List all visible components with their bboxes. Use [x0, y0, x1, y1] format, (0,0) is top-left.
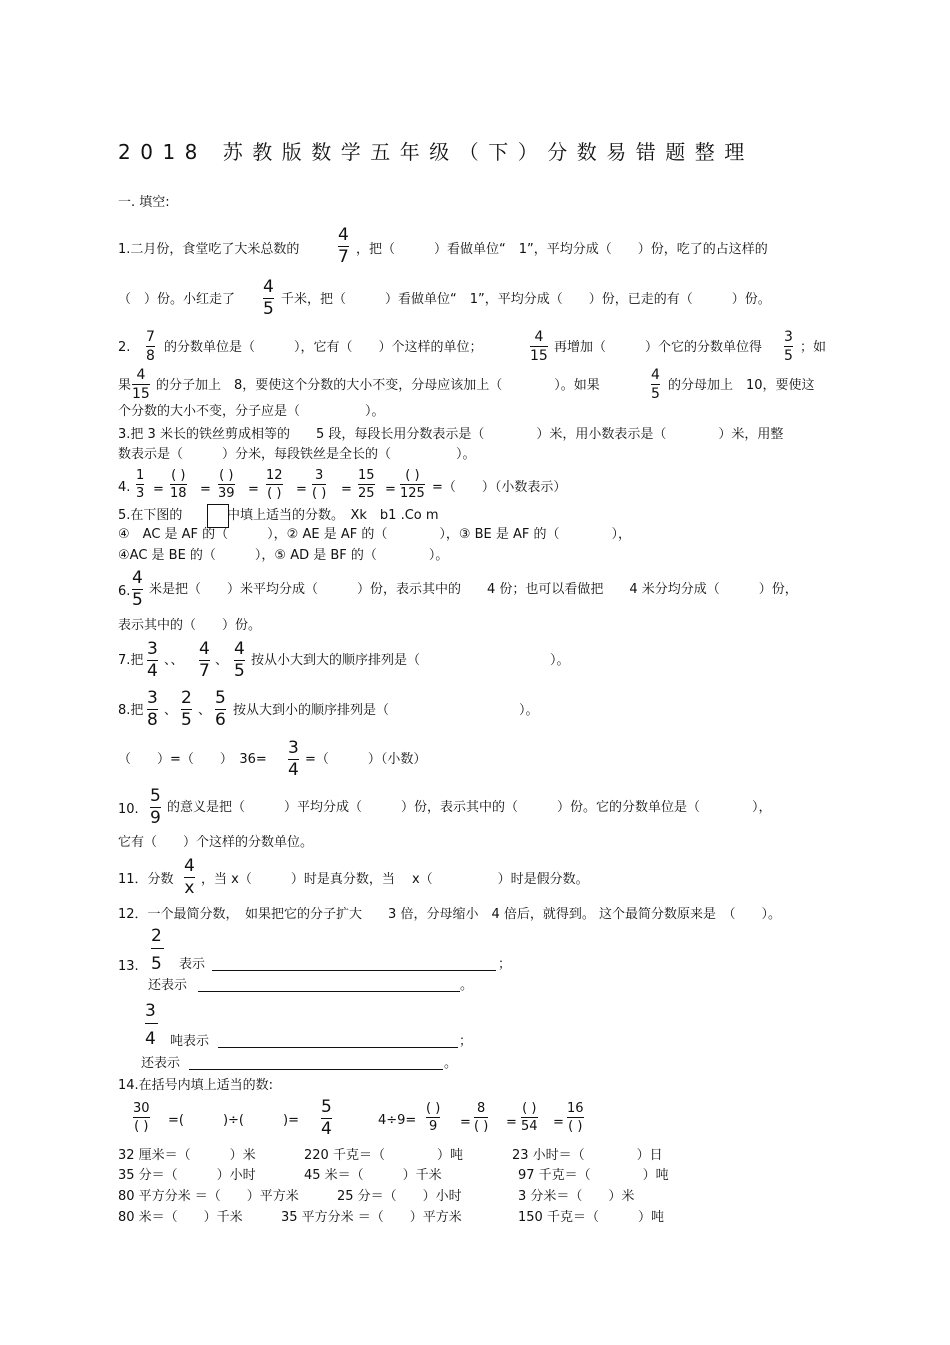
q2-text-g: 的分子加上 8，要使这个分数的大小不变，分母应该加上（ ）。如果	[156, 378, 600, 393]
q2-fraction-1: 7 8	[146, 329, 155, 364]
conversion-item: 80 平方分米 ＝（ ）平方米	[118, 1189, 299, 1204]
q14-heading: 14.在括号内填上适当的数:	[118, 1078, 274, 1093]
q4-equals-5: =	[341, 482, 352, 497]
answer-line	[212, 970, 496, 971]
q5-text-c: ④ AC 是 AF 的（ ），② AE 是 AF 的（ ），③ BE 是 AF 的（ ），	[118, 527, 632, 542]
q1-text-a: 1.二月份，食堂吃了大米总数的	[118, 242, 300, 257]
q14-fraction-4: 8 ( )	[474, 1101, 489, 1134]
q8-fraction-1: 3 8	[147, 688, 158, 730]
q14-text-c: 4÷9=	[378, 1113, 417, 1128]
q9-text-b: =（ ）（小数）	[305, 752, 427, 767]
q4-fraction-1: 1 3	[136, 468, 145, 501]
q13-end-b: ；	[498, 957, 512, 972]
section-heading: 一. 填空:	[118, 195, 170, 210]
q2-fraction-2: 4 15	[530, 329, 548, 364]
q14-fraction-1: 30 ( )	[133, 1101, 150, 1134]
q10-number: 10.	[118, 802, 139, 817]
q9-fraction-1: 3 4	[288, 738, 299, 780]
q13-end-c: 。	[460, 978, 474, 993]
q13-end-e: 。	[444, 1056, 458, 1071]
q14-fraction-6: 16 ( )	[567, 1101, 584, 1134]
q2-text-c: 再增加（ ）个它的分数单位得	[554, 340, 763, 355]
q7-fraction-2: 4 7	[199, 639, 210, 681]
conversion-item: 150 千克＝（ ）吨	[518, 1210, 664, 1225]
q1-text-d: 千米，把（ ）看做单位“ 1”，平均分成（ ）份，已走的有（ ）份。	[281, 292, 771, 307]
conversion-item: 3 分米＝（ ）米	[518, 1189, 635, 1204]
q5-text-a: 5.在下图的	[118, 508, 183, 523]
q7-fraction-3: 4 5	[234, 639, 245, 681]
q4-equals-4: =	[296, 482, 307, 497]
q1-fraction-1: 4 7	[338, 225, 349, 267]
q4-fraction-5: 3 ( )	[312, 468, 327, 501]
q4-fraction-3: ( ) 39	[218, 468, 235, 501]
q4-fraction-7: ( ) 125	[400, 468, 425, 501]
q8-number: 8.把	[118, 703, 144, 718]
q13-end-d: ；	[459, 1034, 473, 1049]
answer-line	[189, 1069, 443, 1070]
q8-text-b: 按从大到小的顺序排列是（ ）。	[233, 703, 539, 718]
q13-fraction-1: 2 5	[151, 926, 162, 974]
conversion-item: 32 厘米＝（ ）米	[118, 1148, 256, 1163]
q4-number: 4.	[118, 480, 131, 495]
q7-number: 7.把	[118, 653, 144, 668]
q1-text-c: （ ）份。小红走了	[118, 292, 236, 307]
conversion-item: 80 米＝（ ）千米	[118, 1210, 243, 1225]
q14-text-b: =( )÷( )=	[168, 1113, 299, 1128]
q4-equals-6: =	[385, 482, 396, 497]
q7-fraction-1: 3 4	[147, 639, 158, 681]
q14-fraction-5: ( ) 54	[521, 1101, 538, 1134]
q8-sep-2: 、	[198, 703, 212, 718]
q4-text-b: =（ ）（小数表示）	[432, 480, 567, 495]
conversion-item: 97 千克＝（ ）吨	[518, 1168, 669, 1183]
q3-text-a: 3.把 3 米长的铁丝剪成相等的 5 段，每段长用分数表示是（ ）米，用小数表示是（ ）米，用整	[118, 427, 784, 442]
q8-sep-1: 、	[164, 703, 178, 718]
q14-equals-1: =	[460, 1115, 471, 1130]
q7-sep-1: 、、	[164, 653, 184, 668]
q1-fraction-2: 4 5	[263, 277, 274, 319]
q8-fraction-2: 2 5	[181, 688, 192, 730]
q14-fraction-3: ( ) 9	[426, 1101, 441, 1134]
q10-text-b: 的意义是把（ ）平均分成（ ）份，表示其中的（ ）份。它的分数单位是（ ），	[167, 800, 772, 815]
q2-fraction-3: 3 5	[784, 329, 793, 364]
q11-fraction-1: 4 x	[184, 856, 195, 898]
q1-text-b: ，把（ ）看做单位“ 1”，平均分成（ ）份，吃了的占这样的	[356, 242, 768, 257]
conversion-item: 35 平方分米 ＝（ ）平方米	[281, 1210, 462, 1225]
q4-fraction-2: ( ) 18	[170, 468, 187, 501]
q13-label-b: 表示	[179, 957, 206, 972]
answer-box	[207, 504, 229, 528]
q2-text-h: 的分母加上 10，要使这	[668, 378, 815, 393]
q11-text-b: ，当 x（ ）时是真分数，当 x（ ）时是假分数。	[201, 872, 589, 887]
q4-fraction-4: 12 ( )	[266, 468, 283, 501]
q7-sep-2: 、	[215, 653, 229, 668]
q14-equals-2: =	[506, 1115, 517, 1130]
q14-fraction-2: 5 4	[321, 1097, 332, 1139]
q13-label-d: 吨表示	[170, 1034, 210, 1049]
q13-label-e: 还表示	[141, 1056, 181, 1071]
q2-number: 2.	[118, 340, 131, 355]
q11-text-a: 11．分数	[118, 872, 174, 887]
q2-text-e: 果	[118, 378, 132, 393]
q2-text-i: 个分数的大小不变，分子应是（ ）。	[118, 404, 385, 419]
q5-text-d: ④AC 是 BE 的（ ），⑤ AD 是 BF 的（ ）。	[118, 548, 449, 563]
q12-text: 12．一个最简分数， 如果把它的分子扩大 3 倍，分母缩小 4 倍后，就得到。 这个最简分数原来是 （ ）。	[118, 907, 781, 922]
q6-number: 6.	[118, 584, 131, 599]
q2-text-d: ；如	[800, 340, 827, 355]
answer-line	[198, 991, 460, 992]
q8-fraction-3: 5 6	[215, 688, 226, 730]
q3-text-b: 数表示是（ ）分米，每段铁丝是全长的（ ）。	[118, 447, 476, 462]
answer-line	[218, 1047, 458, 1048]
q10-text-c: 它有（ ）个这样的分数单位。	[118, 835, 314, 850]
conversion-item: 45 米＝（ ）千米	[304, 1168, 442, 1183]
conversion-item: 220 千克＝（ ）吨	[304, 1148, 463, 1163]
q14-equals-3: =	[553, 1115, 564, 1130]
q4-equals-2: =	[200, 482, 211, 497]
q10-fraction-1: 5 9	[150, 786, 161, 828]
q6-text-c: 表示其中的（ ）份。	[118, 618, 262, 633]
q7-text-b: 按从小大到大的顺序排列是（ ）。	[251, 653, 570, 668]
q4-equals-3: =	[248, 482, 259, 497]
q13-label-c: 还表示	[148, 978, 188, 993]
q4-fraction-6: 15 25	[358, 468, 375, 501]
conversion-item: 25 分＝（ ）小时	[337, 1189, 462, 1204]
q2-fraction-4: 4 15	[132, 367, 150, 402]
q4-equals-1: =	[153, 482, 164, 497]
q13-fraction-2: 3 4	[145, 1001, 156, 1049]
page-title: 2018 苏教版数学五年级（下）分数易错题整理	[118, 140, 754, 164]
q5-text-b: 中填上适当的分数。 Xk b1 .Co m	[227, 508, 439, 523]
q6-fraction-1: 4 5	[132, 568, 143, 610]
q6-text-b: 米是把（ ）米平均分成（ ）份，表示其中的 4 份；也可以看做把 4 米分均分成（ ）份，	[149, 582, 798, 597]
conversion-item: 35 分＝（ ）小时	[118, 1168, 256, 1183]
q2-fraction-5: 4 5	[651, 367, 660, 402]
q9-text-a: （ ）=（ ） 36=	[118, 752, 267, 767]
conversion-item: 23 小时＝（ ）日	[512, 1148, 663, 1163]
q13-number: 13.	[118, 959, 139, 974]
q2-text-b: 的分数单位是（ ），它有（ ）个这样的单位；	[164, 340, 483, 355]
